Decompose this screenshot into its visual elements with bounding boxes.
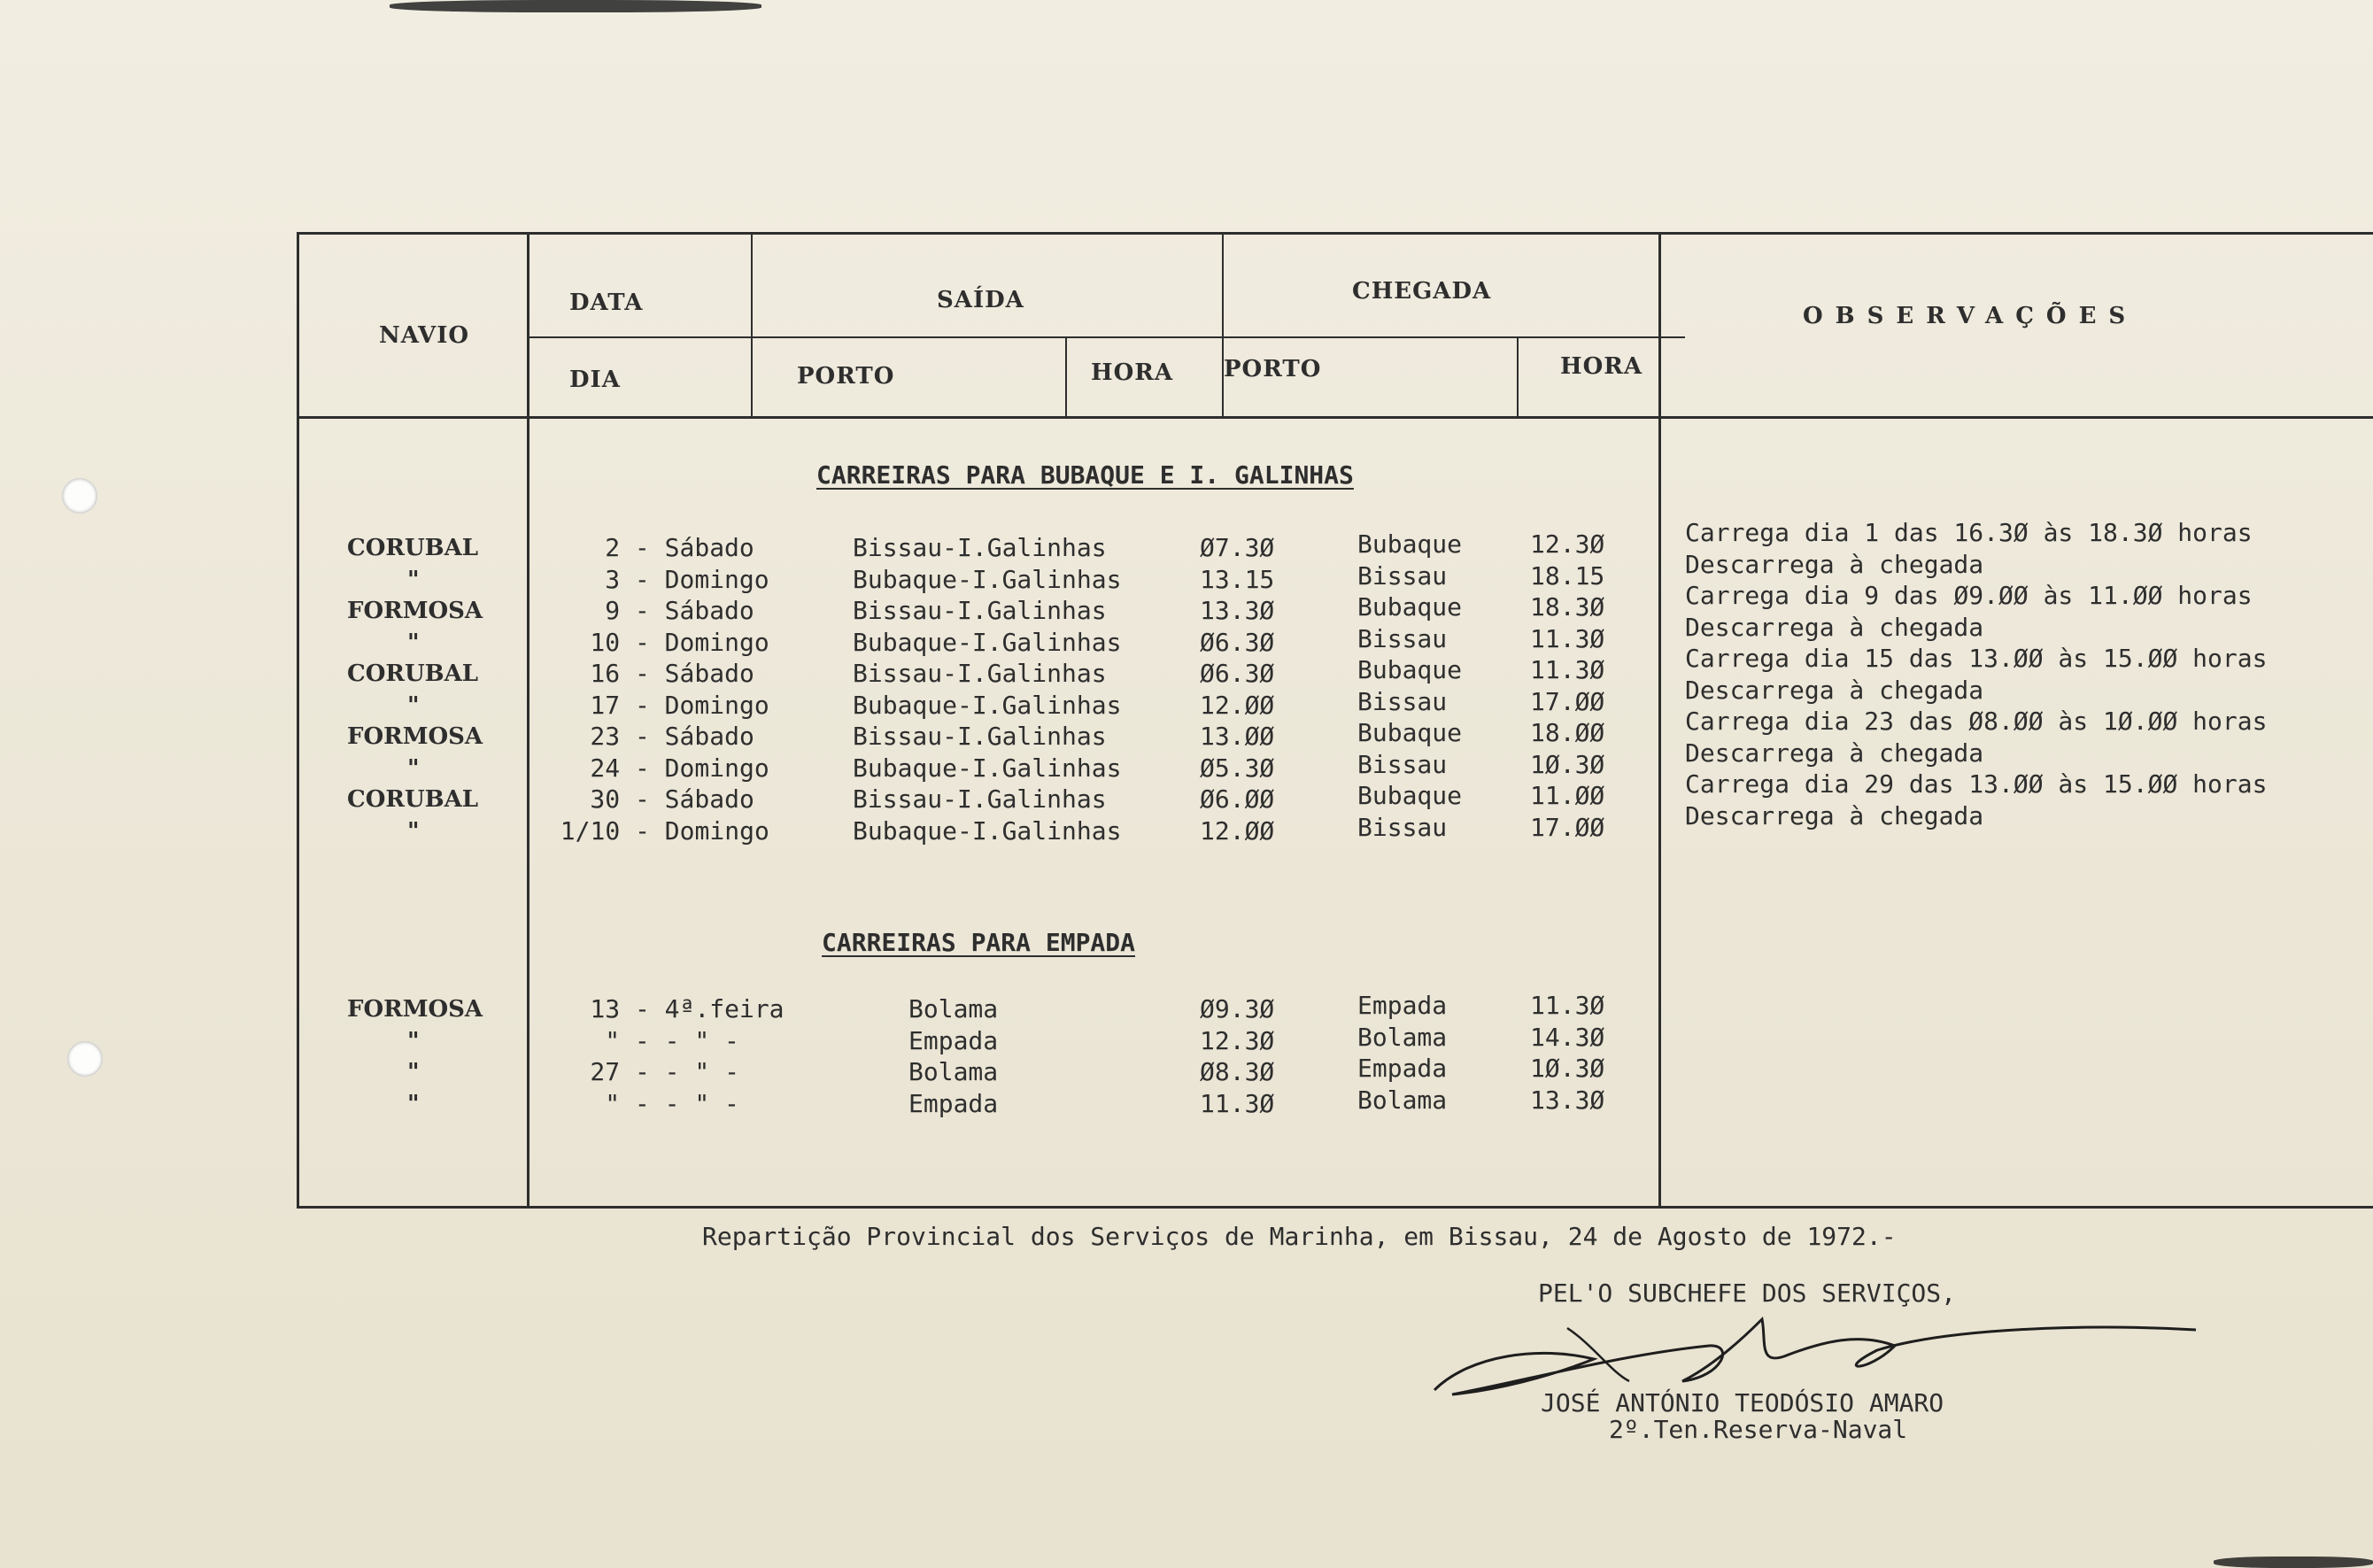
table-row-navio: CORUBAL <box>347 786 479 813</box>
table-row-saida-porto: Empada <box>908 1025 999 1055</box>
table-row-saida-hora: 12.ØØ <box>1200 815 1275 846</box>
header-data: DATA <box>569 290 644 316</box>
table-row-chegada-porto: Bissau <box>1357 749 1448 779</box>
table-row-chegada-porto: Bolama <box>1357 1022 1448 1052</box>
table-row-dia: 16 - Sábado <box>590 659 754 688</box>
table-row-navio: " <box>407 817 420 845</box>
table-row-navio: FORMOSA <box>347 723 483 750</box>
header-observacoes: OBSERVAÇÕES <box>1803 303 2138 329</box>
table-row-dia: 2 - Sábado <box>605 533 754 562</box>
table-row-navio: FORMOSA <box>347 996 483 1023</box>
punch-hole <box>62 478 97 514</box>
table-row-saida-hora: 12.ØØ <box>1200 690 1275 720</box>
table-row-navio: " <box>407 566 420 593</box>
table-row-saida-porto: Bolama <box>908 1057 999 1086</box>
table-row-navio: " <box>407 1090 420 1117</box>
table-row-navio: CORUBAL <box>347 535 479 561</box>
table-row-dia: 1/10 - Domingo <box>560 815 769 846</box>
table-row-dia: 9 - Sábado <box>605 596 754 625</box>
table-row-dia: 10 - Domingo <box>590 627 769 657</box>
observacao-line: Descarrega à chegada <box>1685 612 1984 642</box>
header-dia: DIA <box>569 367 621 393</box>
col-divider-chegada-hora <box>1517 338 1519 416</box>
table-row-navio: CORUBAL <box>347 660 479 687</box>
table-row-dia: 13 - 4ª.feira <box>590 994 785 1023</box>
table-row-navio: " <box>407 691 420 719</box>
table-row-saida-hora: Ø6.3Ø <box>1200 627 1275 657</box>
table-row-saida-porto: Bubaque-I.Galinhas <box>853 564 1122 594</box>
table-row-saida-hora: 13.3Ø <box>1200 596 1275 625</box>
table-row-dia: 3 - Domingo <box>605 564 769 594</box>
table-row-dia: " - - " - <box>605 1088 739 1118</box>
col-divider-chegada <box>1222 232 1224 416</box>
col-divider-observacoes <box>1658 232 1661 1209</box>
table-row-dia: 23 - Sábado <box>590 722 754 751</box>
table-row-chegada-hora: 17.ØØ <box>1530 686 1605 716</box>
table-row-saida-hora: 13.15 <box>1200 564 1275 594</box>
table-row-chegada-hora: 1Ø.3Ø <box>1530 749 1605 779</box>
section-title-bubaque: CARREIRAS PARA BUBAQUE E I. GALINHAS <box>816 460 1354 490</box>
table-row-dia: 30 - Sábado <box>590 784 754 814</box>
table-row-chegada-porto: Bissau <box>1357 560 1448 591</box>
table-row-saida-hora: Ø7.3Ø <box>1200 533 1275 562</box>
place-date: Repartição Provincial dos Serviços de Marinha, em Bissau, 24 de Agosto de 1972.- <box>702 1222 1897 1251</box>
table-row-saida-hora: 13.ØØ <box>1200 722 1275 751</box>
table-row-chegada-hora: 11.3Ø <box>1530 623 1605 653</box>
table-row-chegada-porto: Bubaque <box>1357 718 1463 747</box>
observacao-line: Carrega dia 29 das 13.ØØ às 15.ØØ horas <box>1685 769 2268 799</box>
table-row-saida-porto: Bissau-I.Galinhas <box>853 596 1107 625</box>
table-row-saida-hora: 12.3Ø <box>1200 1025 1275 1055</box>
table-row-saida-porto: Bolama <box>908 994 999 1023</box>
table-row-chegada-porto: Bubaque <box>1357 781 1463 810</box>
table-row-saida-porto: Bissau-I.Galinhas <box>853 533 1107 562</box>
header-saida: SAÍDA <box>937 287 1024 313</box>
header-saida-hora: HORA <box>1091 359 1173 386</box>
col-divider-saida-hora <box>1065 338 1067 416</box>
table-row-chegada-porto: Bissau <box>1357 686 1448 716</box>
table-row-chegada-porto: Bissau <box>1357 812 1448 842</box>
table-row-chegada-hora: 1Ø.3Ø <box>1530 1054 1605 1083</box>
table-row-navio: " <box>407 629 420 656</box>
table-row-saida-porto: Bissau-I.Galinhas <box>853 659 1107 688</box>
table-row-saida-hora: Ø8.3Ø <box>1200 1057 1275 1086</box>
table-row-chegada-porto: Bubaque <box>1357 529 1463 559</box>
table-row-chegada-porto: Bissau <box>1357 623 1448 653</box>
table-row-dia: 24 - Domingo <box>590 753 769 783</box>
table-row-chegada-hora: 18.3Ø <box>1530 592 1605 622</box>
table-row-chegada-hora: 17.ØØ <box>1530 812 1605 842</box>
table-row-navio: " <box>407 754 420 782</box>
signatory-rank: 2º.Ten.Reserva-Naval <box>1609 1415 1908 1444</box>
punch-hole <box>67 1041 103 1077</box>
observacao-line: Carrega dia 23 das Ø8.ØØ às 1Ø.ØØ horas <box>1685 707 2268 736</box>
col-divider-navio <box>527 232 529 1209</box>
ink-stain <box>390 0 761 12</box>
table-row-chegada-porto: Empada <box>1357 1054 1448 1083</box>
table-row-chegada-hora: 18.ØØ <box>1530 718 1605 747</box>
table-row-chegada-porto: Empada <box>1357 991 1448 1020</box>
table-row-saida-hora: Ø9.3Ø <box>1200 994 1275 1023</box>
table-row-chegada-porto: Bubaque <box>1357 592 1463 622</box>
header-chegada: CHEGADA <box>1352 278 1492 305</box>
header-divider <box>297 416 2373 419</box>
table-row-saida-hora: 11.3Ø <box>1200 1088 1275 1118</box>
header-navio: NAVIO <box>379 322 470 349</box>
table-row-saida-porto: Bubaque-I.Galinhas <box>853 815 1122 846</box>
observacao-line: Carrega dia 1 das 16.3Ø às 18.3Ø horas <box>1685 518 2253 547</box>
table-row-chegada-porto: Bubaque <box>1357 655 1463 684</box>
observacao-line: Carrega dia 9 das Ø9.ØØ às 11.ØØ horas <box>1685 581 2253 610</box>
table-row-chegada-porto: Bolama <box>1357 1085 1448 1115</box>
table-row-chegada-hora: 13.3Ø <box>1530 1085 1605 1115</box>
table-row-saida-porto: Bubaque-I.Galinhas <box>853 753 1122 783</box>
header-subdivider <box>529 336 1685 338</box>
table-row-chegada-hora: 14.3Ø <box>1530 1022 1605 1052</box>
header-chegada-porto: PORTO <box>1224 356 1322 382</box>
observacao-line: Carrega dia 15 das 13.ØØ às 15.ØØ horas <box>1685 644 2268 673</box>
table-row-dia: 27 - - " - <box>590 1057 739 1086</box>
observacao-line: Descarrega à chegada <box>1685 738 1984 768</box>
table-row-saida-porto: Bissau-I.Galinhas <box>853 784 1107 814</box>
table-row-navio: FORMOSA <box>347 598 483 624</box>
col-divider-saida <box>751 232 753 416</box>
table-row-navio: " <box>407 1059 420 1085</box>
table-row-chegada-hora: 11.ØØ <box>1530 781 1605 810</box>
ink-stain <box>2214 1556 2373 1568</box>
table-row-saida-hora: Ø5.3Ø <box>1200 753 1275 783</box>
on-behalf-line: PEL'O SUBCHEFE DOS SERVIÇOS, <box>1538 1278 1957 1308</box>
table-row-saida-porto: Empada <box>908 1088 999 1118</box>
header-chegada-hora: HORA <box>1560 353 1643 380</box>
table-row-saida-hora: Ø6.3Ø <box>1200 659 1275 688</box>
table-row-chegada-hora: 11.3Ø <box>1530 655 1605 684</box>
table-row-chegada-hora: 12.3Ø <box>1530 529 1605 559</box>
table-row-saida-porto: Bubaque-I.Galinhas <box>853 690 1122 720</box>
table-row-dia: " - - " - <box>605 1025 739 1055</box>
table-row-saida-porto: Bubaque-I.Galinhas <box>853 627 1122 657</box>
table-row-dia: 17 - Domingo <box>590 690 769 720</box>
table-row-navio: " <box>407 1027 420 1054</box>
table-row-chegada-hora: 11.3Ø <box>1530 991 1605 1020</box>
signatory-name: JOSÉ ANTÓNIO TEODÓSIO AMARO <box>1541 1388 1944 1417</box>
observacao-line: Descarrega à chegada <box>1685 675 1984 705</box>
observacao-line: Descarrega à chegada <box>1685 800 1984 830</box>
header-saida-porto: PORTO <box>797 363 895 390</box>
section-title-empada: CARREIRAS PARA EMPADA <box>822 928 1136 957</box>
table-row-chegada-hora: 18.15 <box>1530 560 1605 591</box>
observacao-line: Descarrega à chegada <box>1685 549 1984 579</box>
table-row-saida-hora: Ø6.ØØ <box>1200 784 1275 814</box>
table-row-saida-porto: Bissau-I.Galinhas <box>853 722 1107 751</box>
